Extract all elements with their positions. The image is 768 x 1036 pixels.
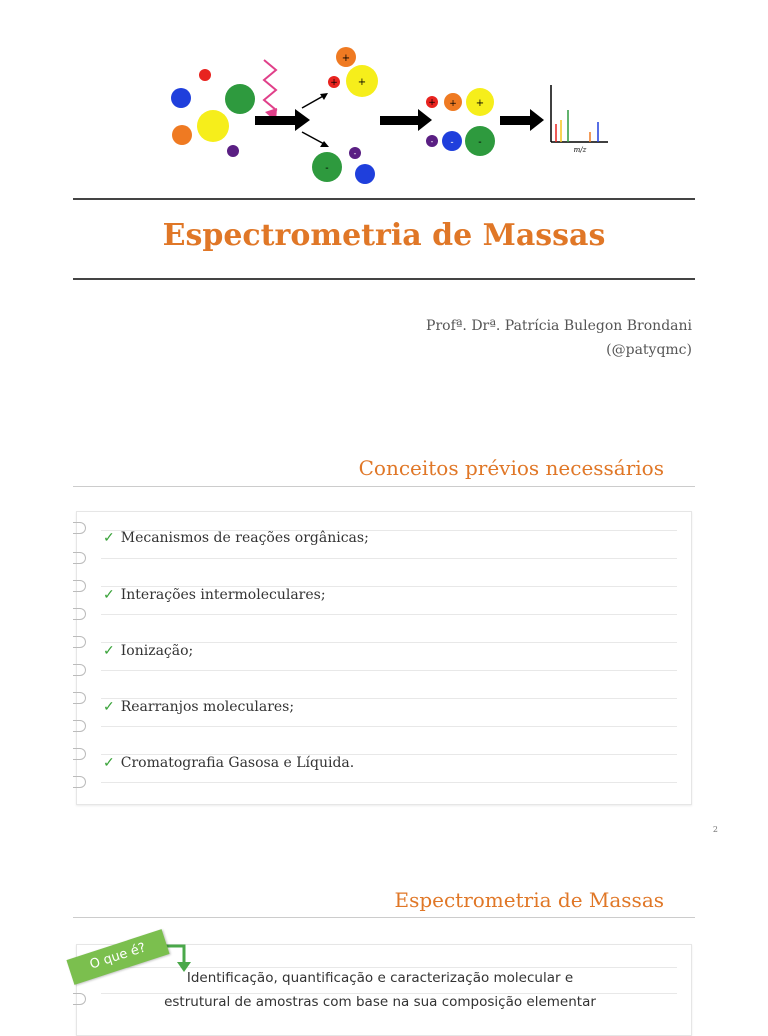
author-name: Profª. Drª. Patrícia Bulegon Brondani bbox=[426, 318, 692, 334]
check-icon: ✓ bbox=[103, 755, 115, 771]
ion-charge: - bbox=[325, 163, 329, 174]
check-icon: ✓ bbox=[103, 530, 115, 546]
axis-label: m/z bbox=[573, 146, 587, 154]
author bbox=[426, 314, 692, 362]
ion-charge: + bbox=[475, 98, 485, 109]
ion-charge: - bbox=[450, 138, 454, 148]
author-handle: (@patyqmc) bbox=[606, 342, 692, 358]
slide2-heading: Conceitos prévios necessários bbox=[358, 456, 664, 480]
ion-charge: - bbox=[430, 137, 434, 146]
check-icon: ✓ bbox=[103, 587, 115, 603]
list-item: ✓ Mecanismos de reações orgânicas; bbox=[103, 530, 369, 546]
purple-atom bbox=[227, 145, 239, 157]
ion-charge: + bbox=[428, 98, 436, 108]
yellow-atom bbox=[197, 110, 229, 142]
orange-atom bbox=[172, 125, 192, 145]
ion-charge: + bbox=[449, 99, 457, 109]
list-item: ✓ Rearranjos moleculares; bbox=[103, 699, 295, 715]
blue-atom bbox=[171, 88, 191, 108]
slide-title: Espectrometria de Massas bbox=[162, 218, 606, 253]
list-item: ✓ Ionização; bbox=[103, 643, 194, 659]
ion-charge: + bbox=[357, 77, 367, 88]
description-line: estrutural de amostras com base na sua composição elementar bbox=[164, 994, 596, 1010]
blue-ion bbox=[355, 164, 375, 184]
description-line: Identificação, quantificação e caracterização molecular e bbox=[186, 970, 574, 986]
divider bbox=[73, 278, 695, 280]
ion-charge: - bbox=[353, 149, 357, 158]
divider bbox=[73, 486, 695, 487]
list-item: ✓ Cromatografia Gasosa e Líquida. bbox=[103, 755, 355, 771]
green-atom bbox=[225, 84, 255, 114]
check-icon: ✓ bbox=[103, 643, 115, 659]
slide3-heading: Espectrometria de Massas bbox=[394, 888, 664, 912]
divider bbox=[73, 917, 695, 918]
page-number: 2 bbox=[712, 825, 718, 834]
energy-zigzag bbox=[264, 60, 276, 116]
what-is-badge: O que é? bbox=[66, 929, 169, 985]
check-icon: ✓ bbox=[103, 699, 115, 715]
ion-charge: + bbox=[330, 78, 338, 88]
title-slide bbox=[0, 0, 768, 420]
notebook-card bbox=[76, 511, 692, 805]
red-atom bbox=[199, 69, 211, 81]
ion-charge: - bbox=[478, 137, 482, 148]
mass-spec-diagram bbox=[160, 40, 620, 190]
list-item: ✓ Interações intermoleculares; bbox=[103, 587, 326, 603]
ion-charge: + bbox=[341, 53, 351, 64]
divider bbox=[73, 198, 695, 200]
